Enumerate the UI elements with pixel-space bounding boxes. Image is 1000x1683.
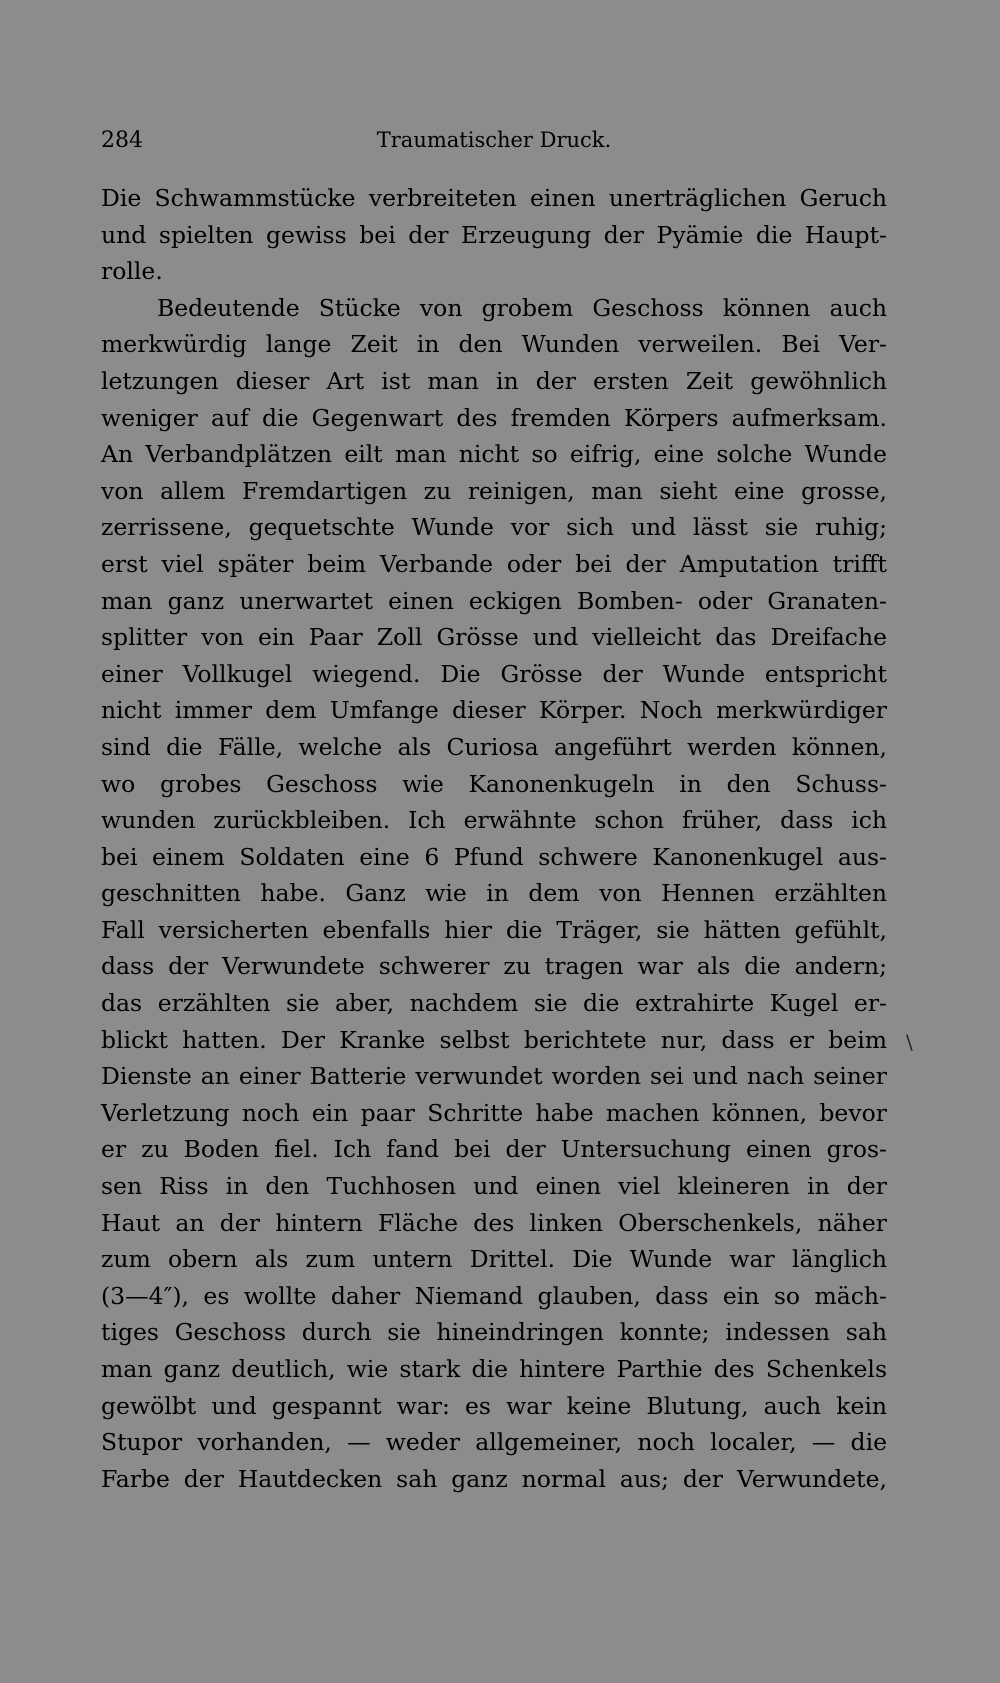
text-line: Fall versicherten ebenfalls hier die Träger, sie hätten gefühlt, bbox=[101, 915, 887, 944]
text-line: und spielten gewiss bei der Erzeugung der Pyämie die Haupt- bbox=[101, 220, 887, 249]
text-line: merkwürdig lange Zeit in den Wunden verweilen. Bei Ver- bbox=[101, 330, 887, 359]
running-title: Traumatischer Druck. bbox=[376, 128, 612, 152]
page-number: 284 bbox=[101, 128, 143, 153]
text-line: man ganz deutlich, wie stark die hintere Parthie des Schenkels bbox=[101, 1355, 887, 1383]
text-line: geschnitten habe. Ganz wie in dem von Hennen erzählten bbox=[101, 879, 887, 908]
text-line: weniger auf die Gegenwart des fremden Körpers aufmerksam. bbox=[101, 403, 887, 432]
text-line: einer Vollkugel wiegend. Die Grösse der Wunde entspricht bbox=[101, 659, 887, 688]
text-line: tiges Geschoss durch sie hineindringen konnte; indessen sah bbox=[101, 1318, 887, 1347]
text-line: zerrissene, gequetschte Wunde vor sich und lässt sie ruhig; bbox=[101, 513, 887, 542]
text-line: Die Schwammstücke verbreiteten einen unerträglichen Geruch bbox=[101, 184, 887, 212]
text-line: Haut an der hintern Fläche des linken Oberschenkels, näher bbox=[101, 1208, 887, 1237]
text-line: wo grobes Geschoss wie Kanonenkugeln in den Schuss- bbox=[101, 769, 887, 798]
text-line: bei einem Soldaten eine 6 Pfund schwere Kanonenkugel aus- bbox=[101, 842, 887, 871]
text-line: erst viel später beim Verbande oder bei der Amputation trifft bbox=[101, 549, 887, 578]
margin-mark: \ bbox=[906, 1030, 913, 1054]
text-line: blickt hatten. Der Kranke selbst berichtete nur, dass er beim bbox=[101, 1025, 887, 1054]
text-line: dass der Verwundete schwerer zu tragen war als die andern; bbox=[101, 952, 887, 981]
text-line: splitter von ein Paar Zoll Grösse und vielleicht das Dreifache bbox=[101, 623, 887, 652]
text-line: sen Riss in den Tuchhosen und einen viel kleineren in der bbox=[101, 1172, 887, 1201]
text-line: wunden zurückbleiben. Ich erwähnte schon früher, dass ich bbox=[101, 806, 887, 835]
text-line: von allem Fremdartigen zu reinigen, man sieht eine grosse, bbox=[101, 476, 887, 505]
body-text bbox=[101, 180, 887, 1497]
text-line: Dienste an einer Batterie verwundet worden sei und nach seiner bbox=[101, 1062, 887, 1091]
text-line: nicht immer dem Umfange dieser Körper. Noch merkwürdiger bbox=[101, 696, 887, 725]
text-line: man ganz unerwartet einen eckigen Bomben- oder Granaten- bbox=[101, 586, 887, 615]
text-line: An Verbandplätzen eilt man nicht so eifrig, eine solche Wunde bbox=[101, 440, 887, 469]
text-line: rolle. bbox=[101, 257, 163, 286]
text-line: Stupor vorhanden, — weder allgemeiner, noch localer, — die bbox=[101, 1428, 887, 1457]
text-line: Farbe der Hautdecken sah ganz normal aus; der Verwundete, bbox=[101, 1464, 887, 1493]
text-line: letzungen dieser Art ist man in der ersten Zeit gewöhnlich bbox=[101, 366, 887, 395]
text-line: Bedeutende Stücke von grobem Geschoss können auch bbox=[157, 293, 887, 322]
text-line: sind die Fälle, welche als Curiosa angeführt werden können, bbox=[101, 732, 887, 761]
text-line: zum obern als zum untern Drittel. Die Wunde war länglich bbox=[101, 1245, 887, 1274]
text-line: (3—4″), es wollte daher Niemand glauben, dass ein so mäch- bbox=[101, 1281, 887, 1310]
text-line: gewölbt und gespannt war: es war keine Blutung, auch kein bbox=[101, 1391, 887, 1420]
text-line: das erzählten sie aber, nachdem sie die extrahirte Kugel er- bbox=[101, 989, 887, 1018]
text-line: er zu Boden fiel. Ich fand bei der Untersuchung einen gros- bbox=[101, 1135, 887, 1164]
text-line: Verletzung noch ein paar Schritte habe machen können, bevor bbox=[101, 1098, 887, 1127]
page-header bbox=[101, 128, 887, 158]
